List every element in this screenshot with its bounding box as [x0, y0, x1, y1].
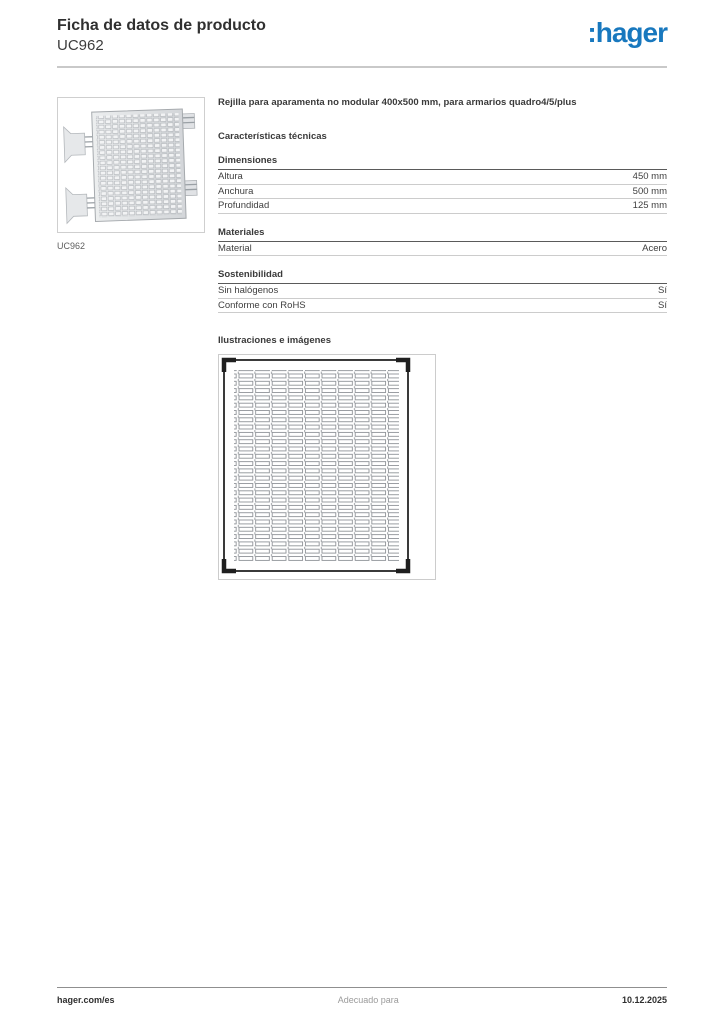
spec-group-materiales: [218, 227, 667, 257]
product-photo-frame: [57, 97, 205, 233]
spec-label: Altura: [218, 171, 243, 183]
footer: [57, 987, 667, 1005]
spec-row: [218, 170, 667, 185]
spec-row: [218, 242, 667, 257]
spec-group-title: Materiales: [218, 227, 667, 242]
product-photo-caption: UC962: [57, 241, 86, 251]
spec-value: 125 mm: [632, 200, 667, 212]
tech-characteristics-heading: Características técnicas: [218, 131, 327, 142]
hager-logo: :hager: [587, 17, 667, 48]
footer-website: hager.com/es: [57, 995, 115, 1005]
header-divider: [57, 66, 667, 68]
technical-drawing-frame: [218, 354, 436, 580]
spec-label: Anchura: [218, 185, 254, 197]
spec-label: Conforme con RoHS: [218, 299, 306, 311]
product-description: Rejilla para aparamenta no modular 400x500 mm, para armarios quadro4/5/plus: [218, 97, 577, 108]
spec-value: 500 mm: [632, 185, 667, 197]
spec-value: 450 mm: [632, 171, 667, 183]
spec-label: Sin halógenos: [218, 285, 279, 297]
title-block: [57, 16, 266, 55]
spec-label: Material: [218, 242, 252, 254]
footer-suitable-for: Adecuado para: [337, 995, 399, 1005]
spec-label: Profundidad: [218, 200, 270, 212]
spec-column: [218, 97, 667, 580]
product-thumbnail-column: [57, 97, 205, 580]
spec-value: Acero: [642, 242, 667, 254]
spec-row: [218, 284, 667, 299]
main-content: [57, 97, 667, 580]
spec-row: [218, 299, 667, 314]
page-title: Ficha de datos de producto: [57, 17, 266, 34]
spec-row: [218, 199, 667, 214]
spec-group-title: Sostenibilidad: [218, 269, 667, 284]
technical-drawing-icon: [221, 357, 433, 577]
spec-group-dimensiones: [218, 155, 667, 214]
spec-value: Sí: [658, 285, 667, 297]
header: [57, 16, 667, 55]
spec-row: [218, 185, 667, 200]
product-photo-icon: [58, 98, 204, 232]
footer-date: 10.12.2025: [621, 995, 667, 1005]
spec-group-sostenibilidad: [218, 269, 667, 313]
product-code: UC962: [57, 37, 104, 54]
spec-value: Sí: [658, 299, 667, 311]
illustrations-heading: Ilustraciones e imágenes: [218, 335, 331, 346]
spec-group-title: Dimensiones: [218, 155, 667, 170]
